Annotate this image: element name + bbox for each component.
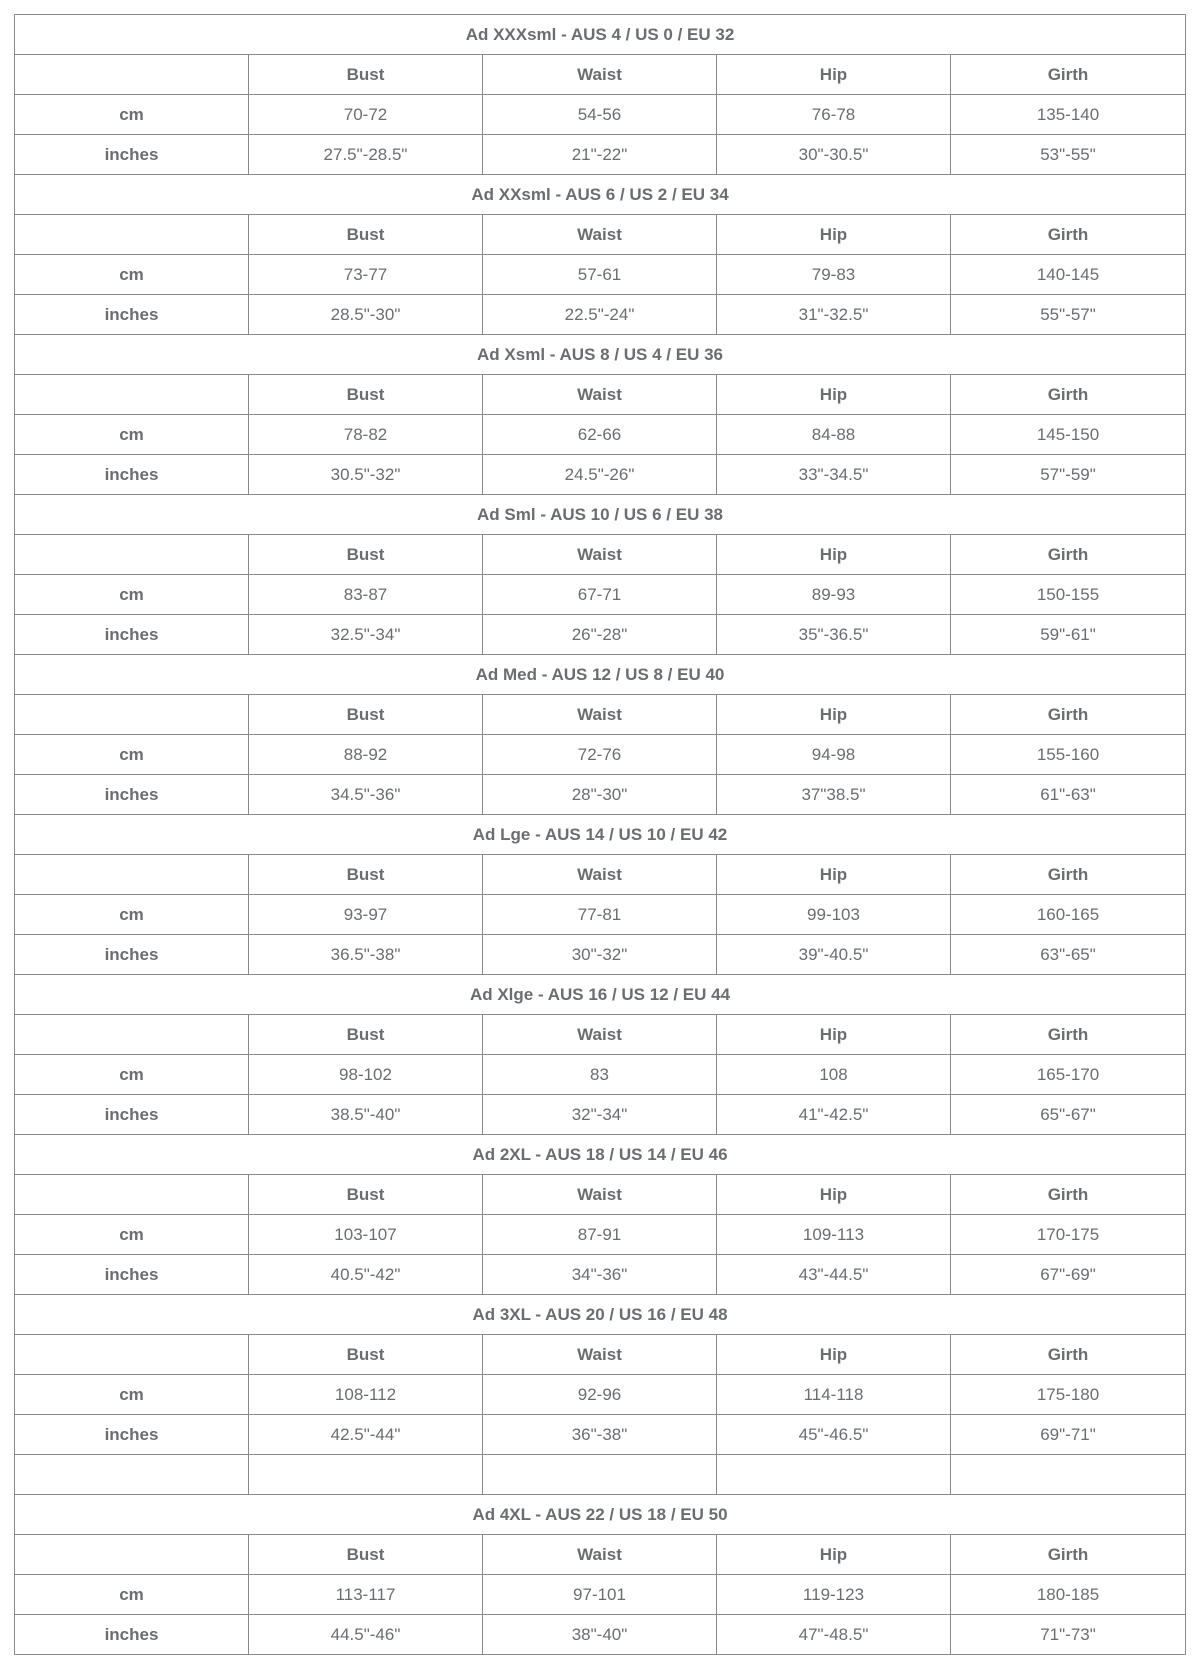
cm-value-bust: 78-82 — [249, 415, 483, 455]
cm-value-waist: 67-71 — [483, 575, 717, 615]
unit-label-inches: inches — [15, 1415, 249, 1455]
column-header-girth: Girth — [951, 695, 1186, 735]
column-header-hip: Hip — [717, 215, 951, 255]
inches-value-hip: 39"-40.5" — [717, 935, 951, 975]
column-header-row — [15, 695, 1186, 735]
empty-header-cell — [15, 1335, 249, 1375]
column-header-waist: Waist — [483, 1175, 717, 1215]
cm-value-hip: 79-83 — [717, 255, 951, 295]
column-header-bust: Bust — [249, 535, 483, 575]
unit-label-inches: inches — [15, 455, 249, 495]
cm-value-hip: 109-113 — [717, 1215, 951, 1255]
column-header-waist: Waist — [483, 695, 717, 735]
empty-cell — [249, 1455, 483, 1495]
size-section-title: Ad XXXsml - AUS 4 / US 0 / EU 32 — [15, 15, 1186, 55]
cm-value-waist: 77-81 — [483, 895, 717, 935]
cm-value-waist: 57-61 — [483, 255, 717, 295]
inches-row — [15, 615, 1186, 655]
inches-value-girth: 71"-73" — [951, 1615, 1186, 1655]
cm-value-girth: 140-145 — [951, 255, 1186, 295]
inches-value-waist: 26"-28" — [483, 615, 717, 655]
empty-header-cell — [15, 375, 249, 415]
inches-value-waist: 34"-36" — [483, 1255, 717, 1295]
empty-header-cell — [15, 695, 249, 735]
size-section-title-row — [15, 335, 1186, 375]
column-header-row — [15, 215, 1186, 255]
empty-header-cell — [15, 55, 249, 95]
empty-header-cell — [15, 855, 249, 895]
unit-label-inches: inches — [15, 1095, 249, 1135]
column-header-waist: Waist — [483, 1335, 717, 1375]
column-header-girth: Girth — [951, 1175, 1186, 1215]
size-section-title-row — [15, 655, 1186, 695]
column-header-bust: Bust — [249, 1015, 483, 1055]
cm-value-girth: 155-160 — [951, 735, 1186, 775]
column-header-bust: Bust — [249, 1335, 483, 1375]
unit-label-cm: cm — [15, 1215, 249, 1255]
column-header-hip: Hip — [717, 695, 951, 735]
cm-value-bust: 73-77 — [249, 255, 483, 295]
column-header-waist: Waist — [483, 535, 717, 575]
inches-value-waist: 21"-22" — [483, 135, 717, 175]
unit-label-cm: cm — [15, 895, 249, 935]
inches-value-hip: 35"-36.5" — [717, 615, 951, 655]
inches-value-bust: 32.5"-34" — [249, 615, 483, 655]
cm-value-hip: 108 — [717, 1055, 951, 1095]
cm-row — [15, 735, 1186, 775]
column-header-girth: Girth — [951, 1015, 1186, 1055]
inches-row — [15, 1095, 1186, 1135]
inches-value-bust: 27.5"-28.5" — [249, 135, 483, 175]
size-section-title-row — [15, 1135, 1186, 1175]
empty-cell — [483, 1455, 717, 1495]
column-header-hip: Hip — [717, 1335, 951, 1375]
empty-header-cell — [15, 215, 249, 255]
cm-value-bust: 108-112 — [249, 1375, 483, 1415]
unit-label-inches: inches — [15, 1615, 249, 1655]
inches-row — [15, 295, 1186, 335]
size-section-title-row — [15, 975, 1186, 1015]
size-section-title: Ad 4XL - AUS 22 / US 18 / EU 50 — [15, 1495, 1186, 1535]
column-header-bust: Bust — [249, 1535, 483, 1575]
cm-value-girth: 145-150 — [951, 415, 1186, 455]
size-section-title-row — [15, 815, 1186, 855]
unit-label-cm: cm — [15, 575, 249, 615]
size-section-title: Ad XXsml - AUS 6 / US 2 / EU 34 — [15, 175, 1186, 215]
column-header-hip: Hip — [717, 855, 951, 895]
column-header-row — [15, 1175, 1186, 1215]
inches-value-bust: 34.5"-36" — [249, 775, 483, 815]
inches-row — [15, 1615, 1186, 1655]
inches-value-waist: 30"-32" — [483, 935, 717, 975]
inches-value-waist: 28"-30" — [483, 775, 717, 815]
column-header-waist: Waist — [483, 215, 717, 255]
cm-value-girth: 170-175 — [951, 1215, 1186, 1255]
cm-value-bust: 103-107 — [249, 1215, 483, 1255]
column-header-girth: Girth — [951, 375, 1186, 415]
column-header-bust: Bust — [249, 55, 483, 95]
inches-value-girth: 55"-57" — [951, 295, 1186, 335]
size-section-title-row — [15, 495, 1186, 535]
cm-value-girth: 160-165 — [951, 895, 1186, 935]
cm-row — [15, 1055, 1186, 1095]
inches-value-girth: 53"-55" — [951, 135, 1186, 175]
cm-value-hip: 84-88 — [717, 415, 951, 455]
column-header-waist: Waist — [483, 55, 717, 95]
inches-value-waist: 24.5"-26" — [483, 455, 717, 495]
size-section-title-row — [15, 15, 1186, 55]
cm-value-girth: 165-170 — [951, 1055, 1186, 1095]
empty-cell — [15, 1455, 249, 1495]
cm-value-waist: 83 — [483, 1055, 717, 1095]
unit-label-cm: cm — [15, 255, 249, 295]
cm-value-hip: 99-103 — [717, 895, 951, 935]
inches-value-hip: 31"-32.5" — [717, 295, 951, 335]
cm-value-bust: 70-72 — [249, 95, 483, 135]
cm-value-girth: 150-155 — [951, 575, 1186, 615]
cm-value-waist: 97-101 — [483, 1575, 717, 1615]
unit-label-inches: inches — [15, 295, 249, 335]
inches-value-girth: 63"-65" — [951, 935, 1186, 975]
size-section-title: Ad Xsml - AUS 8 / US 4 / EU 36 — [15, 335, 1186, 375]
size-section-title: Ad Lge - AUS 14 / US 10 / EU 42 — [15, 815, 1186, 855]
empty-header-cell — [15, 535, 249, 575]
cm-value-bust: 98-102 — [249, 1055, 483, 1095]
cm-row — [15, 575, 1186, 615]
inches-value-hip: 47"-48.5" — [717, 1615, 951, 1655]
cm-value-bust: 88-92 — [249, 735, 483, 775]
column-header-row — [15, 1015, 1186, 1055]
unit-label-inches: inches — [15, 1255, 249, 1295]
size-section-title: Ad 2XL - AUS 18 / US 14 / EU 46 — [15, 1135, 1186, 1175]
column-header-girth: Girth — [951, 855, 1186, 895]
inches-value-girth: 61"-63" — [951, 775, 1186, 815]
inches-value-waist: 38"-40" — [483, 1615, 717, 1655]
unit-label-cm: cm — [15, 1575, 249, 1615]
size-section-title-row — [15, 175, 1186, 215]
size-section-title-row — [15, 1295, 1186, 1335]
column-header-waist: Waist — [483, 1535, 717, 1575]
inches-row — [15, 935, 1186, 975]
cm-row — [15, 1575, 1186, 1615]
inches-value-hip: 30"-30.5" — [717, 135, 951, 175]
inches-value-bust: 38.5"-40" — [249, 1095, 483, 1135]
column-header-bust: Bust — [249, 855, 483, 895]
inches-value-hip: 45"-46.5" — [717, 1415, 951, 1455]
inches-value-girth: 59"-61" — [951, 615, 1186, 655]
cm-value-girth: 135-140 — [951, 95, 1186, 135]
size-section-title-row — [15, 1495, 1186, 1535]
inches-value-girth: 65"-67" — [951, 1095, 1186, 1135]
inches-value-bust: 36.5"-38" — [249, 935, 483, 975]
column-header-bust: Bust — [249, 215, 483, 255]
cm-row — [15, 1215, 1186, 1255]
column-header-hip: Hip — [717, 375, 951, 415]
column-header-hip: Hip — [717, 55, 951, 95]
cm-value-waist: 54-56 — [483, 95, 717, 135]
unit-label-cm: cm — [15, 1055, 249, 1095]
inches-value-bust: 28.5"-30" — [249, 295, 483, 335]
cm-value-waist: 87-91 — [483, 1215, 717, 1255]
cm-value-hip: 89-93 — [717, 575, 951, 615]
unit-label-cm: cm — [15, 735, 249, 775]
cm-value-bust: 93-97 — [249, 895, 483, 935]
size-section-title: Ad Xlge - AUS 16 / US 12 / EU 44 — [15, 975, 1186, 1015]
column-header-girth: Girth — [951, 535, 1186, 575]
empty-header-cell — [15, 1175, 249, 1215]
unit-label-cm: cm — [15, 95, 249, 135]
inches-value-waist: 22.5"-24" — [483, 295, 717, 335]
cm-value-hip: 119-123 — [717, 1575, 951, 1615]
column-header-bust: Bust — [249, 375, 483, 415]
cm-value-waist: 72-76 — [483, 735, 717, 775]
inches-value-hip: 33"-34.5" — [717, 455, 951, 495]
inches-value-girth: 69"-71" — [951, 1415, 1186, 1455]
size-section-title: Ad Sml - AUS 10 / US 6 / EU 38 — [15, 495, 1186, 535]
column-header-waist: Waist — [483, 1015, 717, 1055]
empty-header-cell — [15, 1015, 249, 1055]
column-header-hip: Hip — [717, 1535, 951, 1575]
inches-value-waist: 36"-38" — [483, 1415, 717, 1455]
unit-label-cm: cm — [15, 1375, 249, 1415]
column-header-waist: Waist — [483, 375, 717, 415]
inches-row — [15, 455, 1186, 495]
inches-value-bust: 44.5"-46" — [249, 1615, 483, 1655]
empty-header-cell — [15, 1535, 249, 1575]
inches-value-girth: 67"-69" — [951, 1255, 1186, 1295]
column-header-girth: Girth — [951, 55, 1186, 95]
cm-row — [15, 895, 1186, 935]
column-header-hip: Hip — [717, 1015, 951, 1055]
column-header-waist: Waist — [483, 855, 717, 895]
unit-label-inches: inches — [15, 135, 249, 175]
column-header-row — [15, 55, 1186, 95]
inches-value-waist: 32"-34" — [483, 1095, 717, 1135]
column-header-row — [15, 855, 1186, 895]
cm-value-bust: 113-117 — [249, 1575, 483, 1615]
column-header-row — [15, 375, 1186, 415]
unit-label-inches: inches — [15, 615, 249, 655]
inches-row — [15, 775, 1186, 815]
column-header-row — [15, 1535, 1186, 1575]
cm-row — [15, 255, 1186, 295]
column-header-bust: Bust — [249, 695, 483, 735]
column-header-bust: Bust — [249, 1175, 483, 1215]
empty-spacer-row — [15, 1455, 1186, 1495]
size-chart-table — [14, 14, 1186, 1655]
cm-value-bust: 83-87 — [249, 575, 483, 615]
cm-value-waist: 92-96 — [483, 1375, 717, 1415]
inches-row — [15, 1415, 1186, 1455]
empty-cell — [717, 1455, 951, 1495]
inches-value-bust: 42.5"-44" — [249, 1415, 483, 1455]
inches-value-hip: 43"-44.5" — [717, 1255, 951, 1295]
cm-row — [15, 415, 1186, 455]
inches-row — [15, 1255, 1186, 1295]
cm-value-hip: 114-118 — [717, 1375, 951, 1415]
cm-row — [15, 95, 1186, 135]
inches-value-girth: 57"-59" — [951, 455, 1186, 495]
cm-value-hip: 94-98 — [717, 735, 951, 775]
unit-label-inches: inches — [15, 935, 249, 975]
cm-value-waist: 62-66 — [483, 415, 717, 455]
column-header-girth: Girth — [951, 215, 1186, 255]
inches-value-hip: 41"-42.5" — [717, 1095, 951, 1135]
size-section-title: Ad Med - AUS 12 / US 8 / EU 40 — [15, 655, 1186, 695]
unit-label-cm: cm — [15, 415, 249, 455]
unit-label-inches: inches — [15, 775, 249, 815]
column-header-row — [15, 535, 1186, 575]
column-header-row — [15, 1335, 1186, 1375]
size-chart-body — [15, 15, 1186, 1655]
inches-value-hip: 37"38.5" — [717, 775, 951, 815]
cm-value-girth: 175-180 — [951, 1375, 1186, 1415]
column-header-girth: Girth — [951, 1335, 1186, 1375]
empty-cell — [951, 1455, 1186, 1495]
column-header-girth: Girth — [951, 1535, 1186, 1575]
inches-value-bust: 40.5"-42" — [249, 1255, 483, 1295]
inches-value-bust: 30.5"-32" — [249, 455, 483, 495]
cm-value-girth: 180-185 — [951, 1575, 1186, 1615]
cm-row — [15, 1375, 1186, 1415]
size-section-title: Ad 3XL - AUS 20 / US 16 / EU 48 — [15, 1295, 1186, 1335]
column-header-hip: Hip — [717, 1175, 951, 1215]
inches-row — [15, 135, 1186, 175]
column-header-hip: Hip — [717, 535, 951, 575]
cm-value-hip: 76-78 — [717, 95, 951, 135]
